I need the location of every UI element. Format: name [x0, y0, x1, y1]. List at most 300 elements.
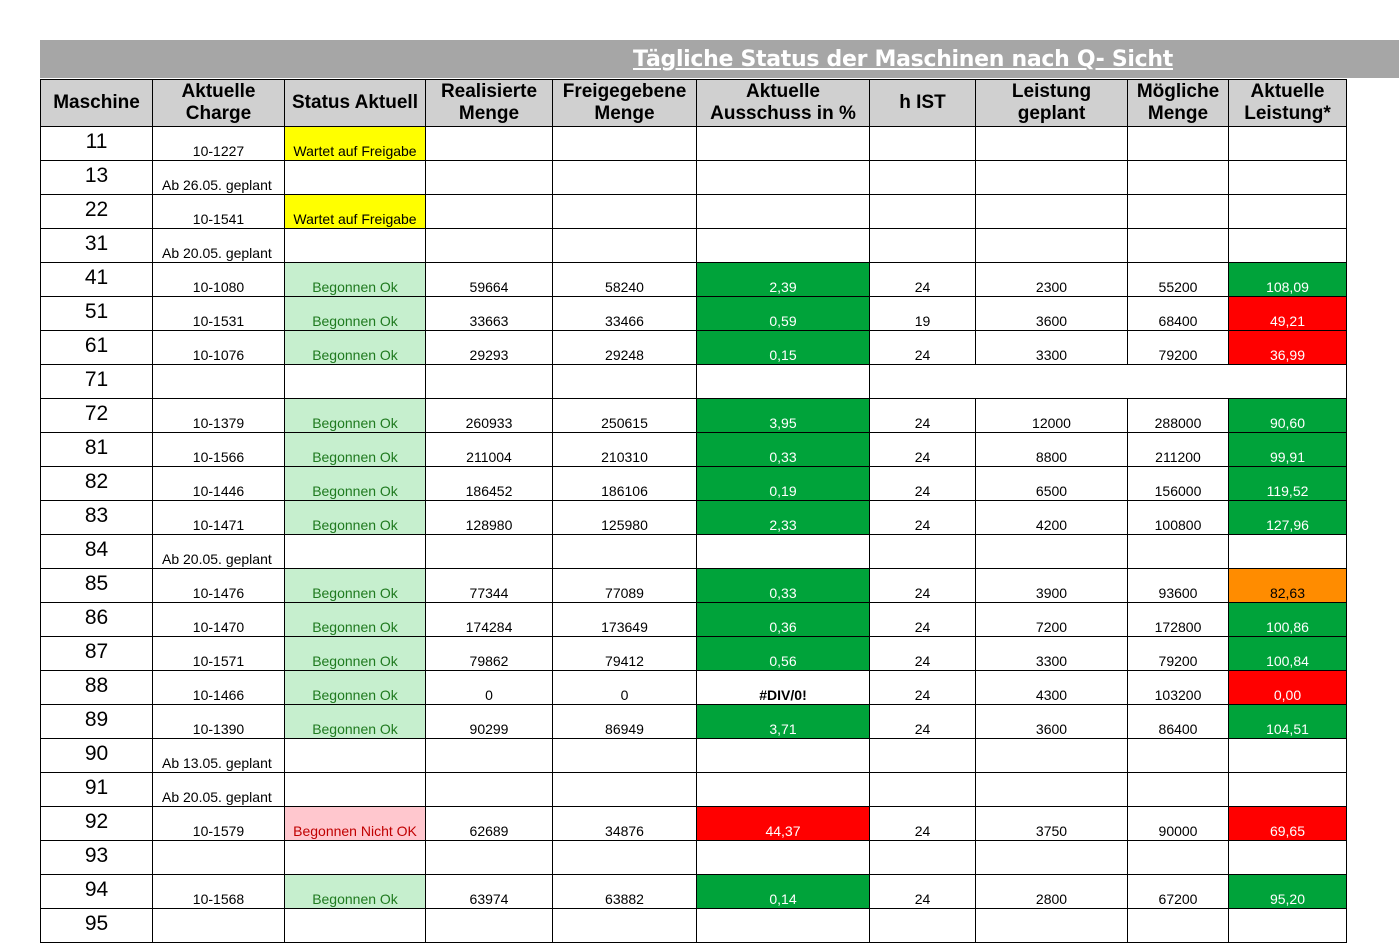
cell-leistung-geplant[interactable] — [976, 433, 1128, 467]
cell-h-ist-value: 24 — [914, 279, 931, 295]
cell-moegliche-menge[interactable] — [1128, 705, 1229, 739]
cell-aktuelle-leistung[interactable] — [1229, 501, 1347, 535]
cell-h-ist[interactable] — [870, 535, 976, 569]
cell-realisierte-menge[interactable] — [426, 875, 553, 909]
cell-realisierte-menge[interactable] — [426, 127, 553, 161]
cell-ausschuss[interactable] — [697, 875, 870, 909]
cell-ausschuss[interactable] — [697, 229, 870, 263]
cell-aktuelle-leistung[interactable] — [1229, 161, 1347, 195]
cell-realisierte-menge[interactable] — [426, 841, 553, 875]
cell-ausschuss[interactable] — [697, 195, 870, 229]
cell-ausschuss[interactable] — [697, 365, 870, 399]
cell-h-ist[interactable] — [870, 195, 976, 229]
cell-charge[interactable] — [153, 535, 285, 569]
cell-maschine[interactable] — [41, 229, 153, 263]
cell-realisierte-menge[interactable] — [426, 637, 553, 671]
cell-status[interactable] — [285, 501, 426, 535]
cell-leistung-geplant[interactable] — [976, 909, 1128, 943]
cell-leistung-geplant[interactable] — [976, 365, 1128, 399]
cell-moegliche-menge[interactable] — [1128, 467, 1229, 501]
cell-status[interactable] — [285, 569, 426, 603]
cell-ausschuss[interactable] — [697, 501, 870, 535]
cell-maschine-value: 86 — [84, 606, 109, 629]
cell-status-value: Begonnen Ok — [312, 415, 398, 431]
cell-status[interactable] — [285, 535, 426, 569]
cell-aktuelle-leistung[interactable] — [1229, 705, 1347, 739]
cell-h-ist[interactable] — [870, 909, 976, 943]
cell-charge[interactable] — [153, 773, 285, 807]
cell-moegliche-menge[interactable] — [1128, 433, 1229, 467]
cell-h-ist[interactable] — [870, 297, 976, 331]
cell-ausschuss[interactable] — [697, 127, 870, 161]
cell-leistung-geplant[interactable] — [976, 263, 1128, 297]
cell-ausschuss[interactable] — [697, 399, 870, 433]
cell-aktuelle-leistung[interactable] — [1229, 127, 1347, 161]
cell-aktuelle-leistung-value: 104,51 — [1266, 721, 1309, 737]
cell-freigegebene-menge[interactable] — [553, 161, 697, 195]
cell-charge[interactable] — [153, 263, 285, 297]
cell-maschine[interactable] — [41, 535, 153, 569]
cell-maschine[interactable] — [41, 807, 153, 841]
cell-freigegebene-menge-value: 250615 — [601, 415, 648, 431]
cell-freigegebene-menge[interactable] — [553, 195, 697, 229]
cell-aktuelle-leistung[interactable] — [1229, 909, 1347, 943]
table-row — [41, 399, 1347, 433]
cell-leistung-geplant[interactable] — [976, 127, 1128, 161]
cell-ausschuss[interactable] — [697, 331, 870, 365]
cell-leistung-geplant[interactable] — [976, 161, 1128, 195]
cell-aktuelle-leistung-value: 127,96 — [1266, 517, 1309, 533]
cell-realisierte-menge[interactable] — [426, 535, 553, 569]
cell-status-value: Begonnen Ok — [312, 653, 398, 669]
cell-freigegebene-menge[interactable] — [553, 297, 697, 331]
cell-charge-value: 10-1579 — [192, 823, 245, 839]
cell-leistung-geplant[interactable] — [976, 467, 1128, 501]
cell-charge[interactable] — [153, 331, 285, 365]
cell-aktuelle-leistung[interactable] — [1229, 569, 1347, 603]
cell-freigegebene-menge[interactable] — [553, 773, 697, 807]
cell-status-value: Wartet auf Freigabe — [293, 211, 417, 227]
cell-maschine[interactable] — [41, 331, 153, 365]
cell-maschine-value: 31 — [84, 232, 109, 255]
cell-aktuelle-leistung[interactable] — [1229, 433, 1347, 467]
cell-ausschuss[interactable] — [697, 535, 870, 569]
cell-h-ist[interactable] — [870, 671, 976, 705]
cell-charge[interactable] — [153, 467, 285, 501]
cell-status-value: Begonnen Ok — [312, 279, 398, 295]
cell-leistung-geplant[interactable] — [976, 569, 1128, 603]
cell-ausschuss-value: 44,37 — [765, 823, 801, 839]
cell-status[interactable] — [285, 739, 426, 773]
cell-realisierte-menge[interactable] — [426, 433, 553, 467]
cell-h-ist[interactable] — [870, 705, 976, 739]
cell-h-ist[interactable] — [870, 161, 976, 195]
cell-realisierte-menge[interactable] — [426, 365, 553, 399]
cell-leistung-geplant[interactable] — [976, 841, 1128, 875]
cell-maschine[interactable] — [41, 467, 153, 501]
cell-status[interactable] — [285, 229, 426, 263]
cell-aktuelle-leistung[interactable] — [1229, 739, 1347, 773]
cell-maschine[interactable] — [41, 263, 153, 297]
cell-realisierte-menge[interactable] — [426, 229, 553, 263]
cell-freigegebene-menge[interactable] — [553, 569, 697, 603]
cell-freigegebene-menge[interactable] — [553, 807, 697, 841]
cell-ausschuss[interactable] — [697, 433, 870, 467]
cell-aktuelle-leistung[interactable] — [1229, 365, 1347, 399]
cell-charge-value: 10-1076 — [192, 347, 245, 363]
cell-charge[interactable] — [153, 569, 285, 603]
cell-charge[interactable] — [153, 603, 285, 637]
cell-status[interactable] — [285, 637, 426, 671]
cell-ausschuss[interactable] — [697, 773, 870, 807]
cell-h-ist[interactable] — [870, 875, 976, 909]
cell-status[interactable] — [285, 399, 426, 433]
cell-realisierte-menge[interactable] — [426, 161, 553, 195]
cell-leistung-geplant-value: 3750 — [1035, 823, 1068, 839]
cell-maschine-value: 84 — [84, 538, 109, 561]
cell-realisierte-menge[interactable] — [426, 909, 553, 943]
cell-status[interactable] — [285, 467, 426, 501]
cell-moegliche-menge[interactable] — [1128, 603, 1229, 637]
cell-realisierte-menge[interactable] — [426, 569, 553, 603]
cell-status-value: Begonnen Ok — [312, 891, 398, 907]
cell-moegliche-menge-value: 211200 — [1155, 449, 1201, 465]
cell-charge[interactable] — [153, 127, 285, 161]
cell-freigegebene-menge[interactable] — [553, 501, 697, 535]
cell-h-ist[interactable] — [870, 603, 976, 637]
cell-freigegebene-menge[interactable] — [553, 875, 697, 909]
cell-freigegebene-menge-value: 33466 — [605, 313, 644, 329]
cell-status[interactable] — [285, 195, 426, 229]
cell-aktuelle-leistung[interactable] — [1229, 535, 1347, 569]
header-maschine[interactable]: Maschine — [41, 80, 153, 127]
cell-maschine-value: 13 — [84, 164, 109, 187]
cell-freigegebene-menge[interactable] — [553, 671, 697, 705]
cell-realisierte-menge-value: 62689 — [469, 823, 509, 839]
cell-h-ist[interactable] — [870, 569, 976, 603]
cell-status[interactable] — [285, 433, 426, 467]
cell-ausschuss[interactable] — [697, 467, 870, 501]
cell-maschine-value: 11 — [85, 130, 108, 153]
cell-h-ist[interactable] — [870, 773, 976, 807]
cell-h-ist-value — [870, 941, 975, 942]
cell-leistung-geplant[interactable] — [976, 229, 1128, 263]
cell-aktuelle-leistung-value: 100,86 — [1266, 619, 1309, 635]
cell-aktuelle-leistung[interactable] — [1229, 773, 1347, 807]
cell-freigegebene-menge[interactable] — [553, 331, 697, 365]
cell-realisierte-menge[interactable] — [426, 195, 553, 229]
cell-ausschuss[interactable] — [697, 161, 870, 195]
cell-aktuelle-leistung[interactable] — [1229, 263, 1347, 297]
cell-maschine[interactable] — [41, 433, 153, 467]
cell-h-ist[interactable] — [870, 263, 976, 297]
cell-status[interactable] — [285, 297, 426, 331]
cell-moegliche-menge[interactable] — [1128, 909, 1229, 943]
cell-charge[interactable] — [153, 161, 285, 195]
cell-moegliche-menge[interactable] — [1128, 365, 1229, 399]
header-aktuelle-leistung[interactable]: Aktuelle Leistung* — [1229, 80, 1347, 127]
cell-freigegebene-menge[interactable] — [553, 399, 697, 433]
cell-status-value: Begonnen Nicht OK — [293, 823, 417, 839]
cell-charge[interactable] — [153, 705, 285, 739]
cell-leistung-geplant[interactable] — [976, 875, 1128, 909]
cell-charge[interactable] — [153, 637, 285, 671]
cell-maschine[interactable] — [41, 569, 153, 603]
cell-aktuelle-leistung[interactable] — [1229, 875, 1347, 909]
cell-moegliche-menge-value: 67200 — [1158, 891, 1198, 907]
header-charge[interactable]: Aktuelle Charge — [153, 80, 285, 127]
cell-realisierte-menge[interactable] — [426, 399, 553, 433]
cell-maschine[interactable] — [41, 875, 153, 909]
cell-h-ist[interactable] — [870, 807, 976, 841]
cell-leistung-geplant[interactable] — [976, 501, 1128, 535]
cell-realisierte-menge-value: 29293 — [469, 347, 509, 363]
cell-aktuelle-leistung[interactable] — [1229, 399, 1347, 433]
header-leistung-geplant[interactable]: Leistung geplant — [976, 80, 1128, 127]
cell-h-ist[interactable] — [870, 467, 976, 501]
cell-status[interactable] — [285, 841, 426, 875]
cell-freigegebene-menge[interactable] — [553, 263, 697, 297]
table-row — [41, 535, 1347, 569]
cell-ausschuss[interactable] — [697, 705, 870, 739]
cell-aktuelle-leistung[interactable] — [1229, 297, 1347, 331]
cell-leistung-geplant[interactable] — [976, 773, 1128, 807]
cell-freigegebene-menge-value: 86949 — [605, 721, 644, 737]
cell-realisierte-menge[interactable] — [426, 297, 553, 331]
cell-moegliche-menge[interactable] — [1128, 671, 1229, 705]
header-status[interactable]: Status Aktuell — [285, 80, 426, 127]
cell-freigegebene-menge[interactable] — [553, 365, 697, 399]
cell-ausschuss[interactable] — [697, 841, 870, 875]
cell-maschine-value: 61 — [84, 334, 109, 357]
table-row — [41, 807, 1347, 841]
cell-freigegebene-menge[interactable] — [553, 841, 697, 875]
cell-moegliche-menge[interactable] — [1128, 399, 1229, 433]
cell-charge[interactable] — [153, 841, 285, 875]
cell-aktuelle-leistung[interactable] — [1229, 671, 1347, 705]
cell-charge[interactable] — [153, 739, 285, 773]
cell-h-ist[interactable] — [870, 399, 976, 433]
cell-leistung-geplant[interactable] — [976, 297, 1128, 331]
cell-h-ist[interactable] — [870, 739, 976, 773]
cell-freigegebene-menge[interactable] — [553, 467, 697, 501]
cell-h-ist[interactable] — [870, 501, 976, 535]
cell-h-ist[interactable] — [870, 365, 976, 399]
cell-moegliche-menge[interactable] — [1128, 739, 1229, 773]
cell-maschine[interactable] — [41, 365, 153, 399]
cell-status[interactable] — [285, 127, 426, 161]
cell-aktuelle-leistung[interactable] — [1229, 807, 1347, 841]
cell-realisierte-menge[interactable] — [426, 467, 553, 501]
cell-realisierte-menge-value: 90299 — [469, 721, 509, 737]
cell-maschine[interactable] — [41, 603, 153, 637]
cell-maschine[interactable] — [41, 841, 153, 875]
cell-maschine[interactable] — [41, 773, 153, 807]
cell-ausschuss[interactable] — [697, 807, 870, 841]
cell-ausschuss[interactable] — [697, 909, 870, 943]
cell-h-ist[interactable] — [870, 127, 976, 161]
header-ausschuss[interactable]: Aktuelle Ausschuss in % — [697, 80, 870, 127]
cell-maschine[interactable] — [41, 909, 153, 943]
cell-leistung-geplant-value: 3600 — [1035, 313, 1068, 329]
cell-charge[interactable] — [153, 399, 285, 433]
cell-status[interactable] — [285, 705, 426, 739]
cell-status[interactable] — [285, 161, 426, 195]
cell-freigegebene-menge[interactable] — [553, 909, 697, 943]
cell-realisierte-menge[interactable] — [426, 671, 553, 705]
cell-leistung-geplant[interactable] — [976, 195, 1128, 229]
cell-maschine-value: 85 — [84, 572, 109, 595]
cell-status[interactable] — [285, 909, 426, 943]
header-realisierte-menge[interactable]: Realisierte Menge — [426, 80, 553, 127]
cell-realisierte-menge-value: 77344 — [469, 585, 509, 601]
cell-maschine[interactable] — [41, 739, 153, 773]
cell-status[interactable] — [285, 807, 426, 841]
cell-aktuelle-leistung[interactable] — [1229, 331, 1347, 365]
table-row — [41, 365, 1347, 399]
cell-freigegebene-menge[interactable] — [553, 603, 697, 637]
cell-leistung-geplant[interactable] — [976, 705, 1128, 739]
cell-leistung-geplant[interactable] — [976, 671, 1128, 705]
cell-charge-value: 10-1571 — [192, 653, 245, 669]
cell-moegliche-menge[interactable] — [1128, 195, 1229, 229]
cell-moegliche-menge[interactable] — [1128, 535, 1229, 569]
cell-charge[interactable] — [153, 195, 285, 229]
cell-maschine[interactable] — [41, 399, 153, 433]
cell-freigegebene-menge[interactable] — [553, 705, 697, 739]
cell-maschine-value: 81 — [84, 436, 109, 459]
cell-status[interactable] — [285, 365, 426, 399]
cell-maschine[interactable] — [41, 161, 153, 195]
cell-status[interactable] — [285, 773, 426, 807]
cell-h-ist[interactable] — [870, 331, 976, 365]
cell-charge[interactable] — [153, 433, 285, 467]
cell-leistung-geplant[interactable] — [976, 739, 1128, 773]
cell-freigegebene-menge[interactable] — [553, 739, 697, 773]
header-freigegebene-menge[interactable]: Freigegebene Menge — [553, 80, 697, 127]
cell-ausschuss[interactable] — [697, 739, 870, 773]
cell-charge[interactable] — [153, 875, 285, 909]
table-row — [41, 467, 1347, 501]
cell-ausschuss[interactable] — [697, 263, 870, 297]
cell-leistung-geplant[interactable] — [976, 399, 1128, 433]
cell-freigegebene-menge[interactable] — [553, 535, 697, 569]
cell-h-ist[interactable] — [870, 229, 976, 263]
cell-freigegebene-menge[interactable] — [553, 127, 697, 161]
cell-status[interactable] — [285, 875, 426, 909]
cell-ausschuss[interactable] — [697, 603, 870, 637]
cell-aktuelle-leistung[interactable] — [1229, 467, 1347, 501]
cell-realisierte-menge-value: 186452 — [465, 483, 513, 499]
cell-status[interactable] — [285, 331, 426, 365]
cell-aktuelle-leistung[interactable] — [1229, 637, 1347, 671]
cell-moegliche-menge[interactable] — [1128, 807, 1229, 841]
cell-maschine[interactable] — [41, 127, 153, 161]
cell-h-ist-value: 24 — [914, 517, 931, 533]
cell-aktuelle-leistung[interactable] — [1229, 195, 1347, 229]
cell-status[interactable] — [285, 263, 426, 297]
cell-charge-value: 10-1471 — [192, 517, 245, 533]
cell-moegliche-menge[interactable] — [1128, 637, 1229, 671]
cell-leistung-geplant[interactable] — [976, 331, 1128, 365]
cell-moegliche-menge[interactable] — [1128, 127, 1229, 161]
cell-charge[interactable] — [153, 365, 285, 399]
cell-leistung-geplant[interactable] — [976, 637, 1128, 671]
cell-freigegebene-menge[interactable] — [553, 433, 697, 467]
cell-ausschuss[interactable] — [697, 297, 870, 331]
cell-charge-value: Ab 20.05. geplant — [162, 245, 272, 261]
cell-leistung-geplant[interactable] — [976, 807, 1128, 841]
cell-moegliche-menge[interactable] — [1128, 501, 1229, 535]
cell-ausschuss[interactable] — [697, 671, 870, 705]
cell-aktuelle-leistung[interactable] — [1229, 603, 1347, 637]
cell-moegliche-menge[interactable] — [1128, 773, 1229, 807]
cell-maschine[interactable] — [41, 501, 153, 535]
cell-h-ist[interactable] — [870, 637, 976, 671]
cell-aktuelle-leistung[interactable] — [1229, 229, 1347, 263]
cell-leistung-geplant[interactable] — [976, 535, 1128, 569]
cell-realisierte-menge[interactable] — [426, 705, 553, 739]
table-row — [41, 297, 1347, 331]
cell-status[interactable] — [285, 603, 426, 637]
cell-realisierte-menge[interactable] — [426, 331, 553, 365]
cell-moegliche-menge[interactable] — [1128, 569, 1229, 603]
table-row — [41, 127, 1347, 161]
cell-realisierte-menge[interactable] — [426, 603, 553, 637]
cell-status[interactable] — [285, 671, 426, 705]
cell-charge[interactable] — [153, 909, 285, 943]
cell-charge[interactable] — [153, 807, 285, 841]
cell-moegliche-menge[interactable] — [1128, 297, 1229, 331]
cell-aktuelle-leistung[interactable] — [1229, 841, 1347, 875]
cell-maschine[interactable] — [41, 671, 153, 705]
cell-realisierte-menge[interactable] — [426, 739, 553, 773]
cell-charge[interactable] — [153, 297, 285, 331]
cell-charge[interactable] — [153, 229, 285, 263]
cell-ausschuss[interactable] — [697, 569, 870, 603]
cell-maschine[interactable] — [41, 297, 153, 331]
cell-realisierte-menge[interactable] — [426, 263, 553, 297]
cell-h-ist-value: 24 — [914, 823, 931, 839]
cell-moegliche-menge-value: 90000 — [1158, 823, 1198, 839]
cell-freigegebene-menge-value: 125980 — [601, 517, 648, 533]
cell-h-ist[interactable] — [870, 433, 976, 467]
cell-maschine[interactable] — [41, 705, 153, 739]
cell-realisierte-menge[interactable] — [426, 501, 553, 535]
cell-freigegebene-menge[interactable] — [553, 637, 697, 671]
cell-moegliche-menge[interactable] — [1128, 841, 1229, 875]
header-h-ist[interactable]: h IST — [870, 80, 976, 127]
table-row — [41, 569, 1347, 603]
cell-h-ist[interactable] — [870, 841, 976, 875]
cell-moegliche-menge[interactable] — [1128, 331, 1229, 365]
header-moegliche-menge[interactable]: Mögliche Menge — [1128, 80, 1229, 127]
cell-charge[interactable] — [153, 501, 285, 535]
cell-realisierte-menge[interactable] — [426, 773, 553, 807]
cell-freigegebene-menge[interactable] — [553, 229, 697, 263]
cell-maschine[interactable] — [41, 195, 153, 229]
cell-ausschuss[interactable] — [697, 637, 870, 671]
cell-leistung-geplant[interactable] — [976, 603, 1128, 637]
cell-realisierte-menge[interactable] — [426, 807, 553, 841]
cell-maschine[interactable] — [41, 637, 153, 671]
cell-moegliche-menge[interactable] — [1128, 161, 1229, 195]
cell-moegliche-menge[interactable] — [1128, 263, 1229, 297]
cell-moegliche-menge[interactable] — [1128, 229, 1229, 263]
cell-moegliche-menge[interactable] — [1128, 875, 1229, 909]
cell-leistung-geplant-value: 4200 — [1035, 517, 1068, 533]
cell-charge[interactable] — [153, 671, 285, 705]
